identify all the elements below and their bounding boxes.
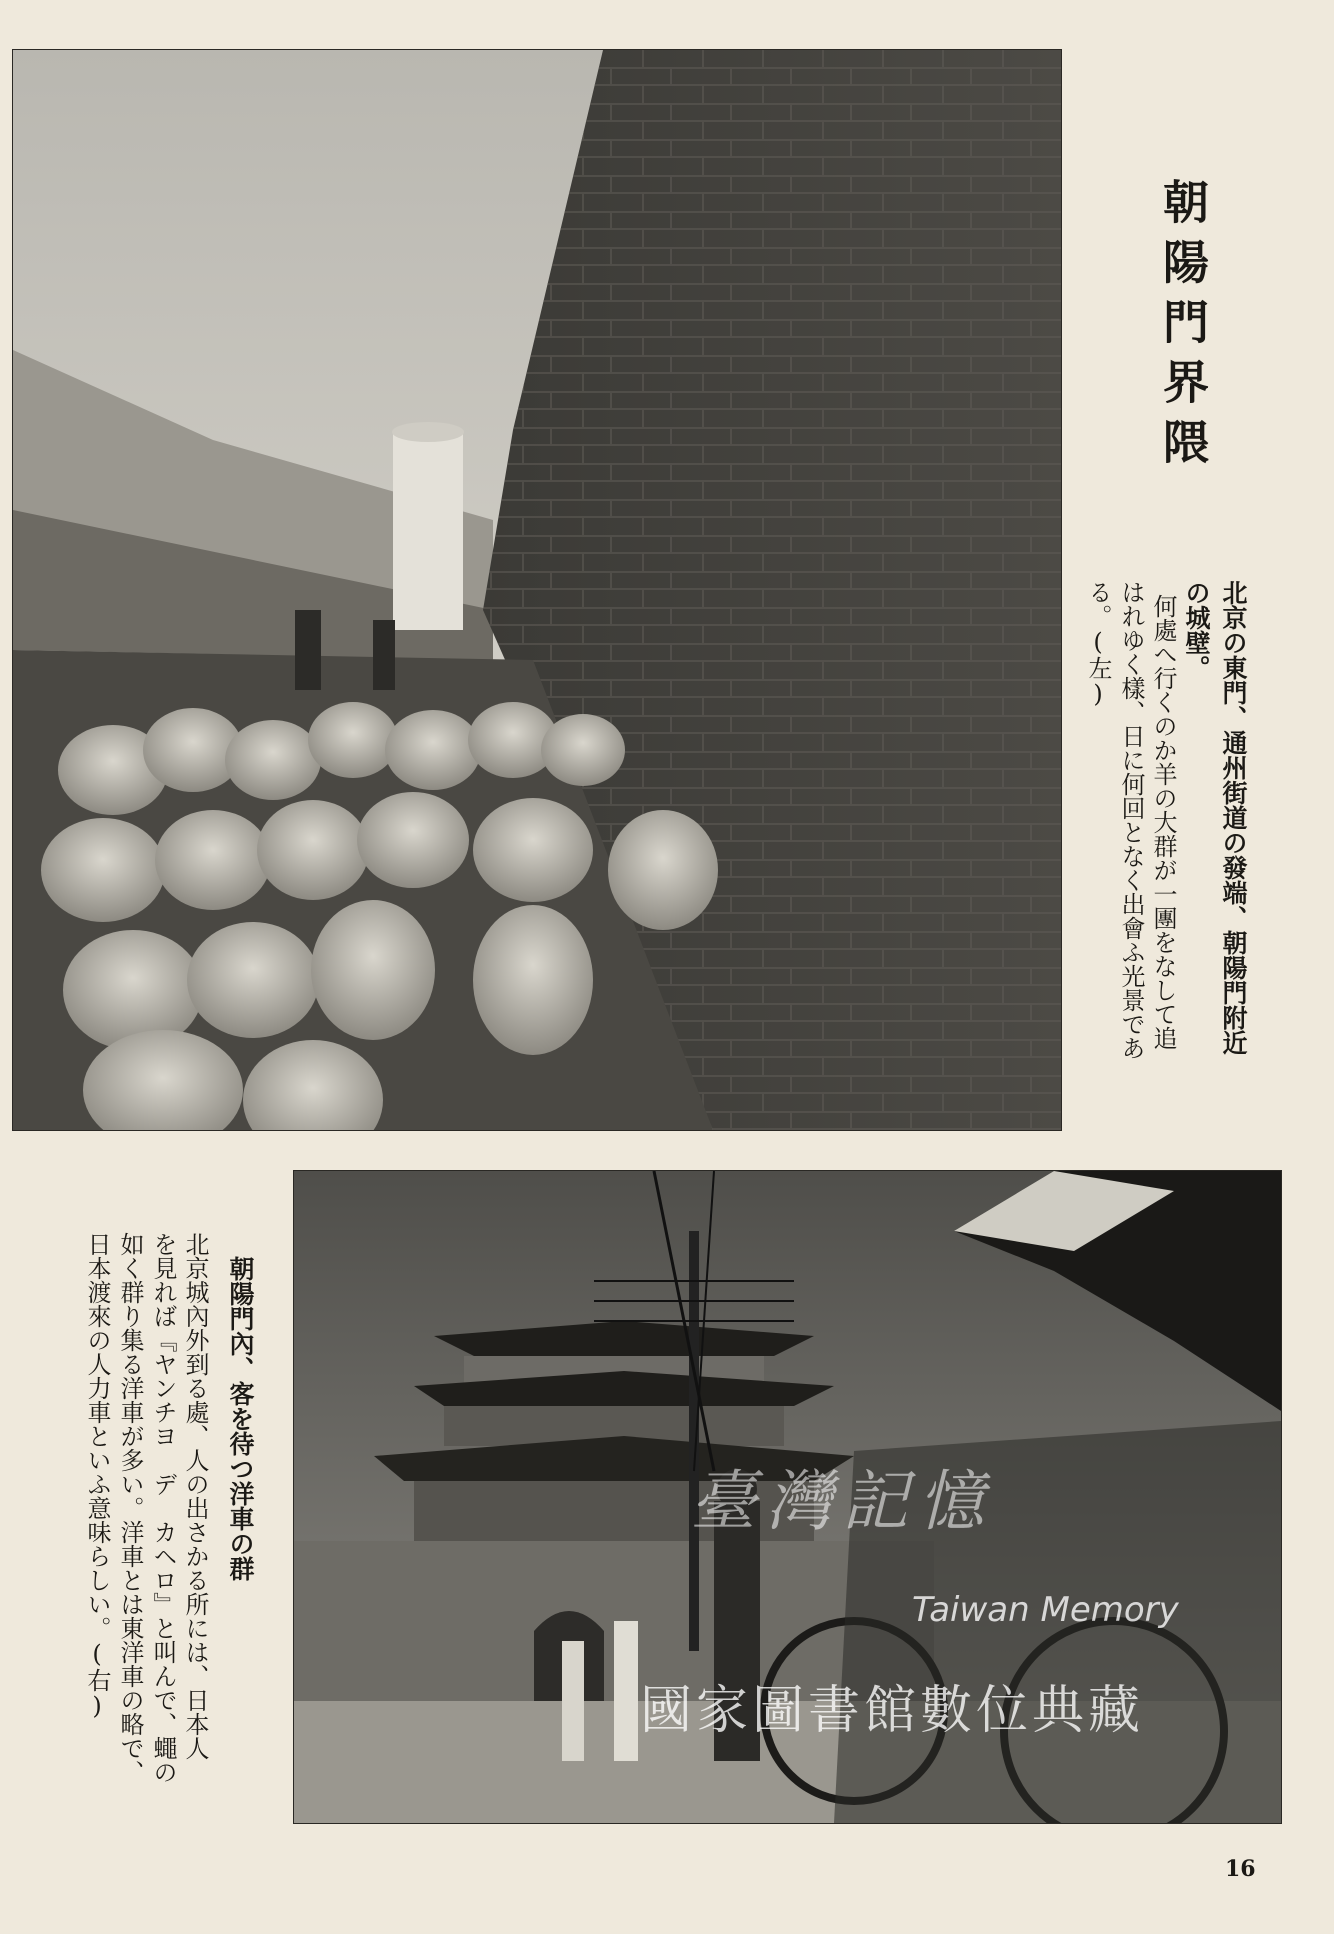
watermark-english: Taiwan Memory [912,1590,1179,1630]
watermark-chinese: 國家圖書館數位典藏 [640,1681,1145,1741]
caption-top-line-3: 何處へ行くのか羊の大群が一團をなして追 [1149,594,1177,1050]
caption-top-line-1: 北京の東門、通州街道の發端、朝陽門附近 [1219,580,1248,1055]
caption-top-line-2: の城壁。 [1182,580,1211,680]
caption-top-line-5: る。(左) [1084,580,1112,708]
page-title: 朝陽門界隈 [1156,178,1210,478]
caption-top-line-4: はれゆく樣、日に何回となく出會ふ光景であ [1117,580,1145,1060]
caption-bottom-line-4: 日本渡來の人力車といふ意味らしい。(右) [83,1232,111,1720]
caption-bottom-title: 朝陽門內、客を待つ洋車の群 [226,1256,255,1581]
photo-sheep-city-wall [13,50,1061,1130]
watermark-logo: 臺灣記憶 [690,1463,994,1540]
caption-bottom-line-3: 如く群り集る洋車が多い。洋車とは東洋車の略で、 [116,1232,144,1784]
caption-bottom-line-1: 北京城內外到る處、人の出さかる所には、日本人 [181,1232,209,1760]
caption-bottom-line-2: を見れば『ヤンチヨ デ カヘロ』と叫んで、蠅の [149,1232,177,1784]
page-number: 16 [1225,1856,1256,1882]
